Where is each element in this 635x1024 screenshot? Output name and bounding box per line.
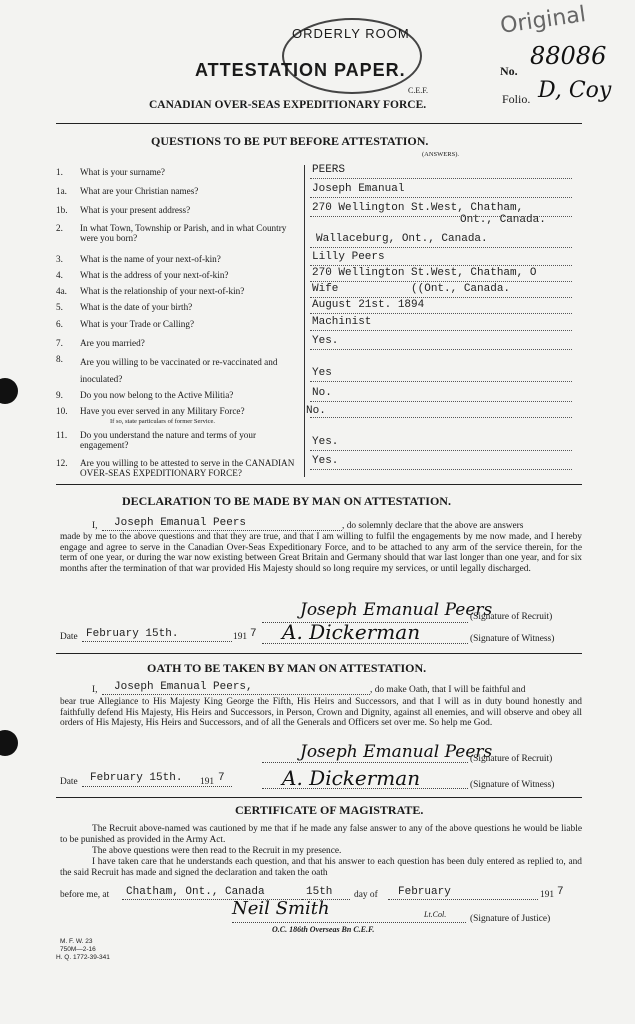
hq-code: H. Q. 1772-39-341 [56,954,110,961]
sig-justice-label: (Signature of Justice) [470,914,551,924]
question-text: What is the name of your next-of-kin? [80,254,221,264]
answer-surname: PEERS [312,164,346,176]
answer-line [310,381,572,382]
question-text: Are you willing to be vaccinated or re-vaccinated and inoculated? [80,357,278,384]
answer-line [310,469,572,470]
magistrate-month: February [398,886,451,898]
oath-sig-witness-label: (Signature of Witness) [470,780,555,790]
divider [56,123,582,124]
oath-witness-signature: A. Dickerman [282,766,421,790]
magistrate-year-suffix: 7 [557,886,564,898]
folio-value: D, Coy [538,78,612,103]
question-text: What is your Trade or Calling? [80,319,195,329]
answer-column-rule [304,165,305,477]
question-number: 12. [56,458,68,468]
punch-hole [0,730,18,756]
declaration-witness-signature: A. Dickerman [282,620,421,644]
question-number: 4a. [56,286,67,296]
question-text: Do you understand the nature and terms of your engagement? [80,430,257,450]
questions-title: QUESTIONS TO BE PUT BEFORE ATTESTATION. [151,134,429,148]
answer-date-of-birth: August 21st. 1894 [312,299,425,311]
answer-line [310,281,572,282]
divider [56,653,582,654]
oath-date-label: Date [60,777,78,787]
question-text: Do you now belong to the Active Militia? [80,390,234,400]
question-number: 10. [56,406,68,416]
answer-vaccinated: Yes [312,367,332,379]
oath-date: February 15th. [90,772,183,784]
witness-signature-line [262,643,468,644]
question-text: Are you willing to be attested to serve in the CANADIAN OVER-SEAS EXPEDITIONARY FORCE? [80,458,295,478]
before-label: before me, at [60,890,110,900]
answer-christian-names: Joseph Emanual [312,183,405,195]
divider [56,484,582,485]
oath-i: I, [92,685,98,695]
question-text: What is the relationship of your next-of-kin? [80,286,245,296]
magistrate-text1: The Recruit above-named was cautioned by me that if he made any false answer to any of the above questions he would be liable to be punished as provided in the Army Act. [60,824,582,845]
question-number: 4. [56,270,63,280]
question-text: Are you married? [80,338,145,348]
date-label: Date [60,632,78,642]
answer-married: Yes. [312,335,339,347]
question-number: 8. [56,354,63,364]
answer-line [310,417,572,418]
question-text: In what Town, Township or Parish, and in what Country were you born? [80,223,287,243]
answer-line [310,197,572,198]
answer-willing-to-serve: Yes. [312,455,339,467]
question-number: 9. [56,390,63,400]
divider [56,797,582,798]
year-prefix: 191 [233,632,248,642]
question-text: Have you ever served in any Military Force? [80,406,245,416]
sig-recruit-label: (Signature of Recruit) [470,612,553,622]
no-label: No. [500,64,518,78]
oath-recruit-signature: Joseph Emanual Peers [300,742,493,762]
answer-line [310,313,572,314]
question-number: 6. [56,319,63,329]
oath-name: Joseph Emanual Peers, [114,681,253,693]
question-text: What is your surname? [80,167,165,177]
oath-title: OATH TO BE TAKEN BY MAN ON ATTESTATION. [147,661,427,675]
sig-witness-label: (Signature of Witness) [470,634,555,644]
answer-trade: Machinist [312,316,372,328]
magistrate-text3: I have taken care that he understands each question, and that his answer to each question has been duly entered as replied to, and the said Recruit has made and signed the declaration and taken the oath [60,857,582,878]
month-line [388,899,538,900]
witness-signature-line [262,788,468,789]
answer-line [310,265,572,266]
answer-next-of-kin: Lilly Peers [312,251,385,263]
justice-rank: Lt.Col. [424,910,447,919]
stamp-sub: C.E.F. [408,86,429,95]
answer-line [310,330,572,331]
answers-label: (ANSWERS). [422,151,460,158]
answer-next-of-kin-address: 270 Wellington St.West, Chatham, O [312,267,537,279]
question-number: 2. [56,223,63,233]
declaration-title: DECLARATION TO BE MADE BY MAN ON ATTESTATION. [122,494,451,508]
name-line [102,530,342,531]
declaration-text2: made by me to the above questions and that they are true, and that I am willing to fulfil the engagements by me now made, and I hereby engage and agree to serve in the Canadian Over-Seas Expeditionary Force, and to be attached to any arm of the service therein, for the term of one year, or during the war now existing between Great Britain and Germany should that war last longer than one year, and for six months after the termination of that war provided His Majesty should so long require my services, or until legally discharged. [60,532,582,574]
question-number: 7. [56,338,63,348]
magistrate-title: CERTIFICATE OF MAGISTRATE. [235,803,424,817]
question-number: 11. [56,430,68,440]
declaration-name: Joseph Emanual Peers [114,517,247,529]
answer-line [310,297,572,298]
magistrate-place: Chatham, Ont., Canada [126,886,265,898]
answer-line [310,349,572,350]
day-label: day of [354,890,378,900]
no-value: 88086 [530,42,607,70]
question-number: 1. [56,167,63,177]
question-number: 1a. [56,186,67,196]
magistrate-text2: The above questions were then read to the Recruit in my presence. [92,846,342,856]
answer-line [310,178,572,179]
date-line [82,641,232,642]
question-text: What are your Christian names? [80,186,199,196]
answer-present-address: 270 Wellington St.West, Chatham, [312,202,524,214]
answer-birthplace: Wallaceburg, Ont., Canada. [316,233,488,245]
oath-text1: , do make Oath, that I will be faithful and [370,685,526,695]
declaration-text1: , do solemnly declare that the above are answers [342,521,524,531]
recruit-signature-line [262,762,468,763]
print-code: 750M—2-16 [60,946,96,953]
page-title: ATTESTATION PAPER. [195,60,406,80]
question-text: What is the address of your next-of-kin? [80,270,229,280]
question-note: If so, state particulars of former Service. [110,418,216,425]
punch-hole [0,378,18,404]
page-subtitle: CANADIAN OVER-SEAS EXPEDITIONARY FORCE. [149,99,427,111]
answer-line [310,216,572,217]
answer-line [310,401,572,402]
magistrate-year-prefix: 191 [540,890,555,900]
answer-militia: No. [312,387,332,399]
stamp-text: ORDERLY ROOM [292,26,410,41]
form-code: M. F. W. 23 [60,938,93,945]
question-text: What is your present address? [80,205,191,215]
answer-understand-terms: Yes. [312,436,339,448]
answer-line [310,247,572,248]
answer-relationship: Wife ((Ont., Canada. [312,283,511,295]
year-suffix: 7 [250,628,257,640]
oath-sig-recruit-label: (Signature of Recruit) [470,754,553,764]
declaration-recruit-signature: Joseph Emanual Peers [300,600,493,620]
oath-year-prefix: 191 [200,777,215,787]
original-mark: Original [498,2,588,39]
justice-unit-stamp: O.C. 186th Overseas Bn C.E.F. [272,925,375,934]
justice-signature: Neil Smith [232,898,330,919]
name-line [102,694,370,695]
folio-label: Folio. [502,92,531,106]
question-number: 5. [56,302,63,312]
answer-military-service: No. [306,405,326,417]
question-number: 3. [56,254,63,264]
justice-signature-line [232,922,466,923]
oath-year-suffix: 7 [218,772,225,784]
answer-present-address-line2: Ont., Canada. [460,214,546,226]
question-number: 1b. [56,205,68,215]
declaration-i: I, [92,521,98,531]
answer-line [310,450,572,451]
declaration-date: February 15th. [86,628,179,640]
question-text: What is the date of your birth? [80,302,193,312]
magistrate-day: 15th [306,886,333,898]
oath-text2: bear true Allegiance to His Majesty King George the Fifth, His Heirs and Successors, and that I will as in duty bound honestly and faithfully defend His Majesty, His Heirs and Successors, in Person, Crown and Dignity, against all enemies, and will observe and obey all orders of His Majesty, His Heirs and Successors, and of all the Generals and Officers set over me. So help me God. [60,697,582,729]
